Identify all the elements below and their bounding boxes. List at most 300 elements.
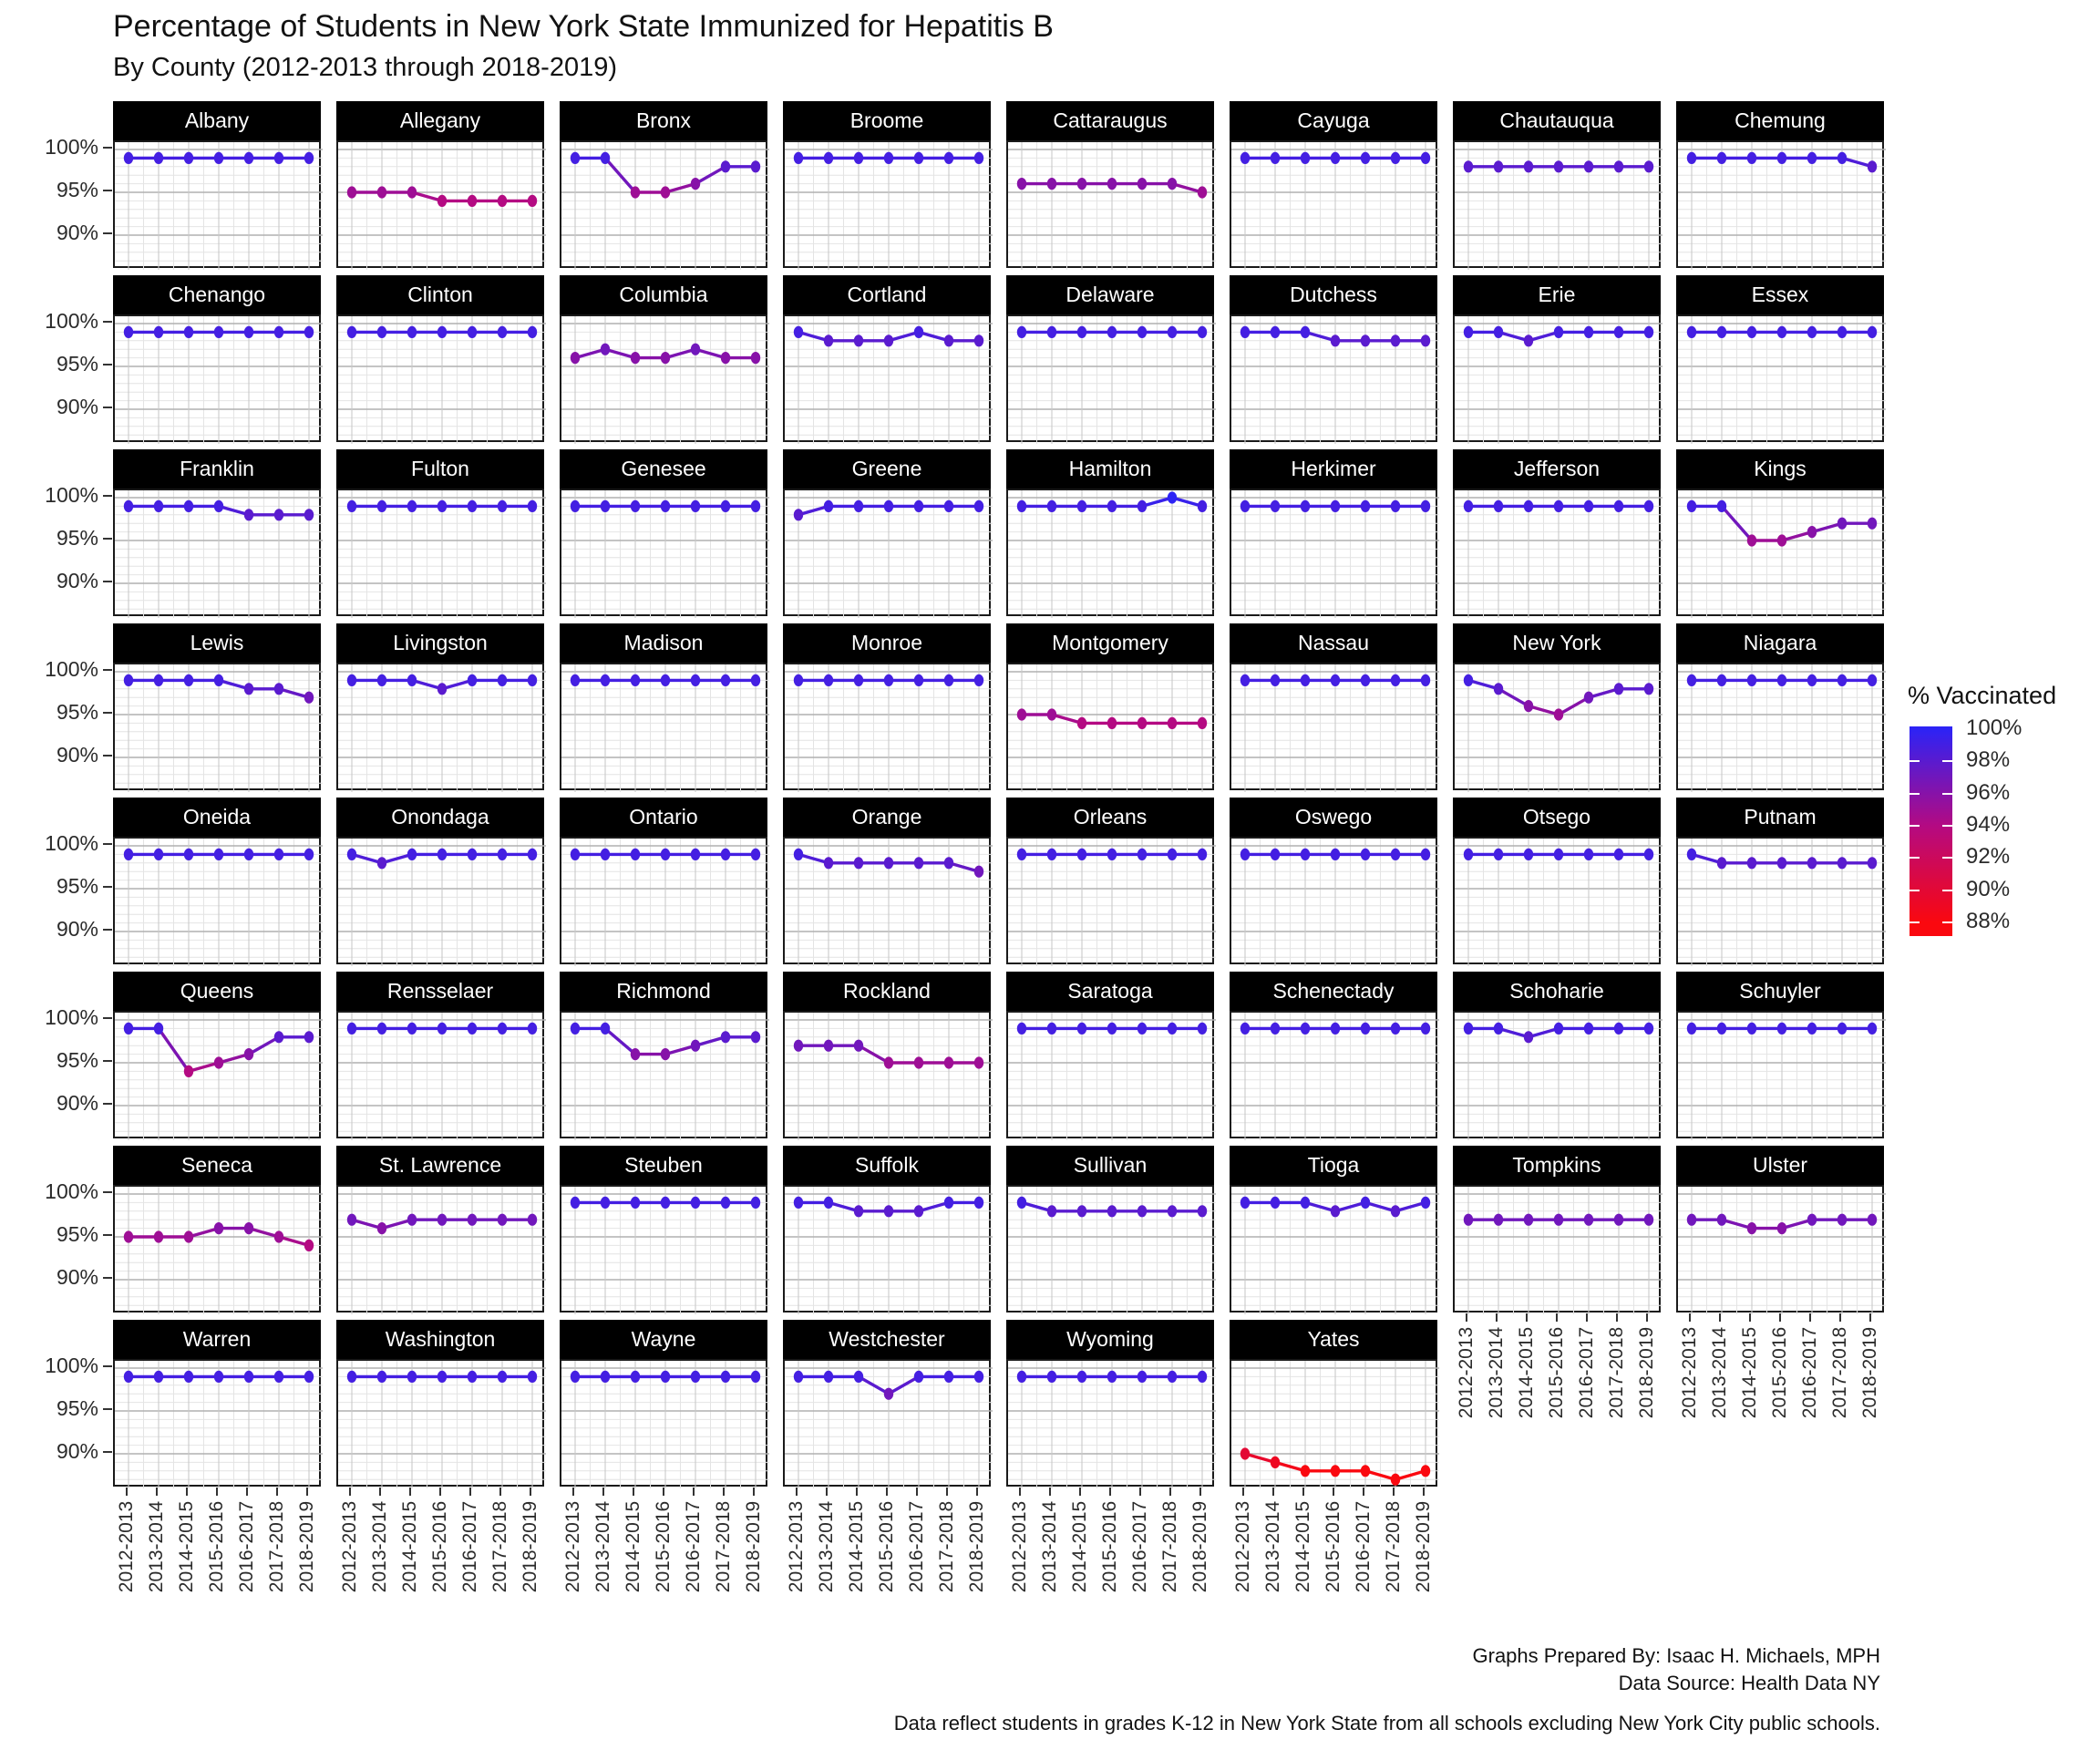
- x-axis-label: 2016-2017: [1799, 1326, 1820, 1419]
- x-axis-label: 2013-2014: [1262, 1500, 1283, 1593]
- data-point: [1047, 708, 1056, 720]
- x-axis-label: 2017-2018: [1383, 1500, 1404, 1593]
- facet-strip-sullivan: Sullivan: [1006, 1146, 1214, 1185]
- data-point: [721, 500, 730, 512]
- y-axis-label: 95%: [56, 526, 98, 550]
- data-point: [751, 160, 760, 172]
- data-point: [1747, 152, 1756, 164]
- x-axis-label: 2015-2016: [653, 1500, 674, 1593]
- data-point: [1391, 1474, 1400, 1486]
- data-point: [468, 674, 477, 686]
- data-point: [1687, 152, 1696, 164]
- data-point: [1391, 849, 1400, 860]
- data-point: [244, 326, 253, 338]
- x-axis-label: 2018-2019: [1189, 1500, 1210, 1593]
- data-point: [824, 857, 833, 869]
- facet-panel: [336, 140, 544, 268]
- data-point: [691, 1040, 700, 1052]
- x-axis-label: 2016-2017: [236, 1500, 257, 1593]
- facet-panel: [1676, 140, 1884, 268]
- data-point: [377, 186, 386, 198]
- data-point: [1747, 857, 1756, 869]
- data-point: [1524, 849, 1533, 860]
- x-axis-label: 2016-2017: [683, 1500, 704, 1593]
- data-point: [944, 1371, 953, 1383]
- y-axis-tick: [103, 147, 112, 149]
- data-point: [1644, 326, 1653, 338]
- data-point: [1494, 849, 1503, 860]
- data-point: [377, 674, 386, 686]
- panel-plot: [1008, 316, 1216, 444]
- data-point: [1777, 152, 1786, 164]
- data-point: [631, 500, 640, 512]
- legend-label: 98%: [1966, 747, 2011, 773]
- data-point: [528, 326, 537, 338]
- facet-panel: [1676, 663, 1884, 790]
- legend-tick: [1942, 921, 1952, 923]
- x-axis-label: 2013-2014: [1486, 1326, 1507, 1419]
- data-point: [571, 152, 580, 164]
- facet-strip-otsego: Otsego: [1453, 798, 1661, 837]
- data-point: [468, 1023, 477, 1035]
- data-point: [124, 674, 133, 686]
- x-axis-label: 2015-2016: [1099, 1500, 1120, 1593]
- data-point: [1168, 1023, 1177, 1035]
- panel-plot: [338, 1013, 546, 1140]
- data-point: [1747, 326, 1756, 338]
- facet-strip-new-york: New York: [1453, 623, 1661, 663]
- data-point: [601, 849, 610, 860]
- data-point: [347, 326, 356, 338]
- data-point: [1524, 1031, 1533, 1043]
- data-point: [751, 352, 760, 364]
- data-point: [974, 866, 983, 878]
- data-point: [498, 326, 507, 338]
- data-point: [1331, 152, 1340, 164]
- facet-panel: [783, 489, 991, 616]
- data-point: [407, 1371, 417, 1383]
- legend-label: 96%: [1966, 779, 2011, 805]
- facet-strip-erie: Erie: [1453, 275, 1661, 314]
- data-point: [824, 152, 833, 164]
- facet-panel: [113, 314, 321, 442]
- y-axis-label: 90%: [56, 917, 98, 941]
- data-point: [721, 849, 730, 860]
- data-point: [691, 849, 700, 860]
- data-point: [1554, 849, 1563, 860]
- panel-plot: [1008, 664, 1216, 792]
- data-point: [124, 1371, 133, 1383]
- data-point: [691, 178, 700, 190]
- legend-tick: [1910, 921, 1920, 923]
- facet-panel: [113, 1011, 321, 1138]
- data-point: [854, 335, 863, 346]
- x-axis-label: 2014-2015: [846, 1500, 867, 1593]
- y-axis-tick: [103, 843, 112, 845]
- data-point: [1464, 849, 1473, 860]
- facet-panel: [1230, 1185, 1437, 1312]
- data-point: [1331, 500, 1340, 512]
- data-point: [154, 1371, 163, 1383]
- facet-panel: [1676, 1185, 1884, 1312]
- facet-panel: [1230, 837, 1437, 964]
- data-point: [854, 500, 863, 512]
- data-point: [214, 326, 223, 338]
- data-point: [407, 1023, 417, 1035]
- x-axis-label: 2017-2018: [1606, 1326, 1627, 1419]
- legend-label: 100%: [1966, 715, 2023, 740]
- data-point: [1644, 1023, 1653, 1035]
- data-point: [1747, 1222, 1756, 1234]
- data-point: [184, 500, 193, 512]
- data-point: [794, 1197, 803, 1209]
- y-axis-tick: [103, 1365, 112, 1367]
- legend-tick: [1942, 793, 1952, 795]
- x-axis-label: 2014-2015: [1739, 1326, 1760, 1419]
- y-axis-tick: [103, 495, 112, 497]
- data-point: [854, 1040, 863, 1052]
- y-axis-label: 100%: [45, 135, 98, 159]
- data-point: [347, 849, 356, 860]
- panel-plot: [115, 316, 323, 444]
- data-point: [1838, 1214, 1847, 1226]
- x-axis-label: 2018-2019: [1413, 1500, 1434, 1593]
- panel-plot: [1231, 316, 1439, 444]
- data-point: [1017, 178, 1026, 190]
- panel-plot: [1455, 490, 1662, 618]
- panel-plot: [1008, 490, 1216, 618]
- panel-plot: [1678, 1187, 1886, 1314]
- data-point: [407, 326, 417, 338]
- data-point: [304, 326, 314, 338]
- facet-panel: [560, 1011, 767, 1138]
- data-point: [377, 1222, 386, 1234]
- data-point: [1271, 326, 1280, 338]
- panel-plot: [338, 1361, 546, 1488]
- panel-plot: [1455, 1013, 1662, 1140]
- facet-panel: [1006, 314, 1214, 442]
- chart-subtitle: By County (2012-2013 through 2018-2019): [113, 53, 617, 82]
- panel-plot: [1231, 664, 1439, 792]
- facet-panel: [1230, 314, 1437, 442]
- data-point: [468, 195, 477, 207]
- data-point: [1017, 1197, 1026, 1209]
- facet-panel: [1230, 1359, 1437, 1487]
- data-point: [1421, 674, 1430, 686]
- data-point: [1077, 1371, 1086, 1383]
- data-point: [184, 326, 193, 338]
- data-point: [438, 683, 447, 695]
- data-point: [1777, 326, 1786, 338]
- x-axis-label: 2014-2015: [1516, 1326, 1537, 1419]
- data-point: [1421, 849, 1430, 860]
- legend-label: 88%: [1966, 909, 2011, 934]
- data-point: [1494, 500, 1503, 512]
- data-point: [854, 674, 863, 686]
- data-point: [1524, 160, 1533, 172]
- x-axis-label: 2014-2015: [1069, 1500, 1090, 1593]
- facet-panel: [113, 1185, 321, 1312]
- data-point: [854, 1205, 863, 1217]
- y-axis-tick: [103, 755, 112, 757]
- data-point: [1838, 857, 1847, 869]
- data-point: [1644, 160, 1653, 172]
- data-point: [528, 500, 537, 512]
- data-point: [1717, 500, 1726, 512]
- y-axis-tick: [103, 1103, 112, 1105]
- data-point: [1301, 1197, 1310, 1209]
- panel-plot: [1231, 1013, 1439, 1140]
- data-point: [914, 152, 923, 164]
- legend-tick: [1942, 890, 1952, 891]
- facet-strip-monroe: Monroe: [783, 623, 991, 663]
- data-point: [1421, 500, 1430, 512]
- panel-plot: [785, 142, 993, 270]
- data-point: [691, 344, 700, 355]
- data-point: [1271, 1197, 1280, 1209]
- facet-strip-tioga: Tioga: [1230, 1146, 1437, 1185]
- y-axis-label: 95%: [56, 1048, 98, 1072]
- x-axis-label: 2018-2019: [966, 1500, 987, 1593]
- data-point: [751, 1371, 760, 1383]
- data-point: [1807, 326, 1817, 338]
- y-axis-tick: [103, 929, 112, 931]
- panel-plot: [561, 1187, 769, 1314]
- data-point: [407, 500, 417, 512]
- y-axis-label: 95%: [56, 352, 98, 376]
- data-point: [794, 1371, 803, 1383]
- facet-strip-warren: Warren: [113, 1320, 321, 1359]
- x-axis-label: 2012-2013: [1009, 1500, 1030, 1593]
- facet-strip-schenectady: Schenectady: [1230, 972, 1437, 1011]
- panel-plot: [561, 839, 769, 966]
- data-point: [347, 1214, 356, 1226]
- legend-tick: [1942, 857, 1952, 859]
- data-point: [944, 674, 953, 686]
- data-point: [631, 849, 640, 860]
- panel-plot: [1008, 1013, 1216, 1140]
- data-point: [854, 857, 863, 869]
- data-point: [571, 849, 580, 860]
- facet-strip-clinton: Clinton: [336, 275, 544, 314]
- data-point: [914, 326, 923, 338]
- data-point: [1168, 717, 1177, 729]
- data-point: [1614, 160, 1623, 172]
- panel-plot: [1008, 1361, 1216, 1488]
- facet-strip-putnam: Putnam: [1676, 798, 1884, 837]
- facet-panel: [336, 1011, 544, 1138]
- panel-plot: [338, 490, 546, 618]
- y-axis-tick: [103, 669, 112, 671]
- data-point: [304, 509, 314, 520]
- data-point: [1077, 717, 1086, 729]
- data-point: [884, 335, 893, 346]
- facet-panel: [113, 663, 321, 790]
- panel-plot: [1008, 1187, 1216, 1314]
- data-point: [1168, 178, 1177, 190]
- x-axis-label: 2013-2014: [816, 1500, 837, 1593]
- legend-tick: [1910, 825, 1920, 827]
- data-point: [751, 674, 760, 686]
- y-axis-label: 95%: [56, 178, 98, 201]
- data-point: [631, 352, 640, 364]
- x-axis-label: 2016-2017: [1576, 1326, 1597, 1419]
- data-point: [154, 674, 163, 686]
- data-point: [1017, 1023, 1026, 1035]
- data-point: [1464, 1023, 1473, 1035]
- data-point: [1301, 1023, 1310, 1035]
- y-axis-label: 90%: [56, 221, 98, 244]
- data-point: [274, 683, 283, 695]
- data-point: [1168, 326, 1177, 338]
- data-point: [1138, 717, 1147, 729]
- data-point: [407, 1214, 417, 1226]
- facet-strip-chautauqua: Chautauqua: [1453, 101, 1661, 140]
- data-point: [601, 1371, 610, 1383]
- data-point: [244, 1371, 253, 1383]
- panel-plot: [1231, 1361, 1439, 1488]
- data-point: [1777, 674, 1786, 686]
- data-point: [601, 344, 610, 355]
- data-point: [914, 1205, 923, 1217]
- data-point: [1494, 326, 1503, 338]
- data-point: [1331, 335, 1340, 346]
- data-point: [1138, 1205, 1147, 1217]
- data-point: [498, 1023, 507, 1035]
- data-point: [571, 500, 580, 512]
- data-point: [974, 1371, 983, 1383]
- data-point: [914, 1056, 923, 1068]
- data-point: [347, 500, 356, 512]
- data-point: [1138, 178, 1147, 190]
- data-point: [1301, 674, 1310, 686]
- data-point: [1331, 1023, 1340, 1035]
- legend-tick: [1942, 825, 1952, 827]
- facet-strip-cayuga: Cayuga: [1230, 101, 1437, 140]
- data-point: [1107, 500, 1117, 512]
- data-point: [794, 152, 803, 164]
- data-point: [721, 1031, 730, 1043]
- data-point: [1107, 1205, 1117, 1217]
- legend-tick: [1942, 760, 1952, 762]
- data-point: [154, 849, 163, 860]
- data-point: [244, 1222, 253, 1234]
- data-point: [1644, 683, 1653, 695]
- facet-strip-greene: Greene: [783, 449, 991, 489]
- legend-title: % Vaccinated: [1908, 682, 2057, 709]
- data-point: [1047, 500, 1056, 512]
- data-point: [1421, 335, 1430, 346]
- data-point: [824, 1040, 833, 1052]
- data-point: [1554, 500, 1563, 512]
- data-point: [304, 1031, 314, 1043]
- legend-tick: [1910, 760, 1920, 762]
- facet-strip-essex: Essex: [1676, 275, 1884, 314]
- facet-strip-madison: Madison: [560, 623, 767, 663]
- data-point: [1391, 335, 1400, 346]
- data-point: [1301, 1465, 1310, 1477]
- data-point: [407, 674, 417, 686]
- data-point: [1198, 1023, 1207, 1035]
- x-axis-label: 2014-2015: [399, 1500, 420, 1593]
- y-axis-label: 100%: [45, 483, 98, 507]
- data-point: [1614, 1023, 1623, 1035]
- data-point: [124, 1230, 133, 1242]
- data-point: [1138, 500, 1147, 512]
- facet-strip-genesee: Genesee: [560, 449, 767, 489]
- data-point: [721, 1371, 730, 1383]
- data-point: [1584, 326, 1593, 338]
- legend-label: 94%: [1966, 812, 2011, 838]
- panel-plot: [115, 664, 323, 792]
- data-point: [601, 1023, 610, 1035]
- facet-panel: [560, 489, 767, 616]
- data-point: [751, 849, 760, 860]
- data-point: [1838, 674, 1847, 686]
- data-point: [1807, 857, 1817, 869]
- x-axis-label: 2013-2014: [369, 1500, 390, 1593]
- data-point: [1421, 1465, 1430, 1477]
- data-point: [1331, 1465, 1340, 1477]
- data-point: [914, 1371, 923, 1383]
- x-axis-label: 2012-2013: [339, 1500, 360, 1593]
- facet-panel: [336, 489, 544, 616]
- panel-plot: [1231, 1187, 1439, 1314]
- facet-strip-yates: Yates: [1230, 1320, 1437, 1359]
- x-axis-label: 2015-2016: [1323, 1500, 1343, 1593]
- facet-panel: [1006, 1185, 1214, 1312]
- facet-panel: [336, 314, 544, 442]
- data-point: [274, 509, 283, 520]
- data-point: [1168, 849, 1177, 860]
- data-point: [244, 1048, 253, 1060]
- data-point: [1807, 526, 1817, 538]
- data-point: [914, 857, 923, 869]
- facet-strip-herkimer: Herkimer: [1230, 449, 1437, 489]
- data-point: [528, 1214, 537, 1226]
- data-point: [1494, 1023, 1503, 1035]
- data-point: [631, 1197, 640, 1209]
- panel-plot: [115, 1361, 323, 1488]
- panel-plot: [785, 316, 993, 444]
- panel-plot: [1008, 142, 1216, 270]
- facet-strip-orleans: Orleans: [1006, 798, 1214, 837]
- facet-panel: [1453, 314, 1661, 442]
- data-point: [468, 500, 477, 512]
- data-point: [751, 1197, 760, 1209]
- data-point: [974, 500, 983, 512]
- data-point: [1047, 849, 1056, 860]
- data-point: [1717, 326, 1726, 338]
- data-point: [498, 1214, 507, 1226]
- data-point: [184, 674, 193, 686]
- data-point: [1271, 674, 1280, 686]
- data-point: [214, 1371, 223, 1383]
- data-point: [377, 857, 386, 869]
- data-point: [124, 152, 133, 164]
- x-axis-label: 2017-2018: [1159, 1500, 1180, 1593]
- data-point: [438, 1023, 447, 1035]
- data-point: [691, 674, 700, 686]
- facet-strip-montgomery: Montgomery: [1006, 623, 1214, 663]
- data-point: [974, 152, 983, 164]
- data-point: [1168, 1371, 1177, 1383]
- facet-panel: [1453, 1185, 1661, 1312]
- panel-plot: [561, 1013, 769, 1140]
- facet-panel: [783, 314, 991, 442]
- data-point: [1271, 152, 1280, 164]
- data-point: [347, 186, 356, 198]
